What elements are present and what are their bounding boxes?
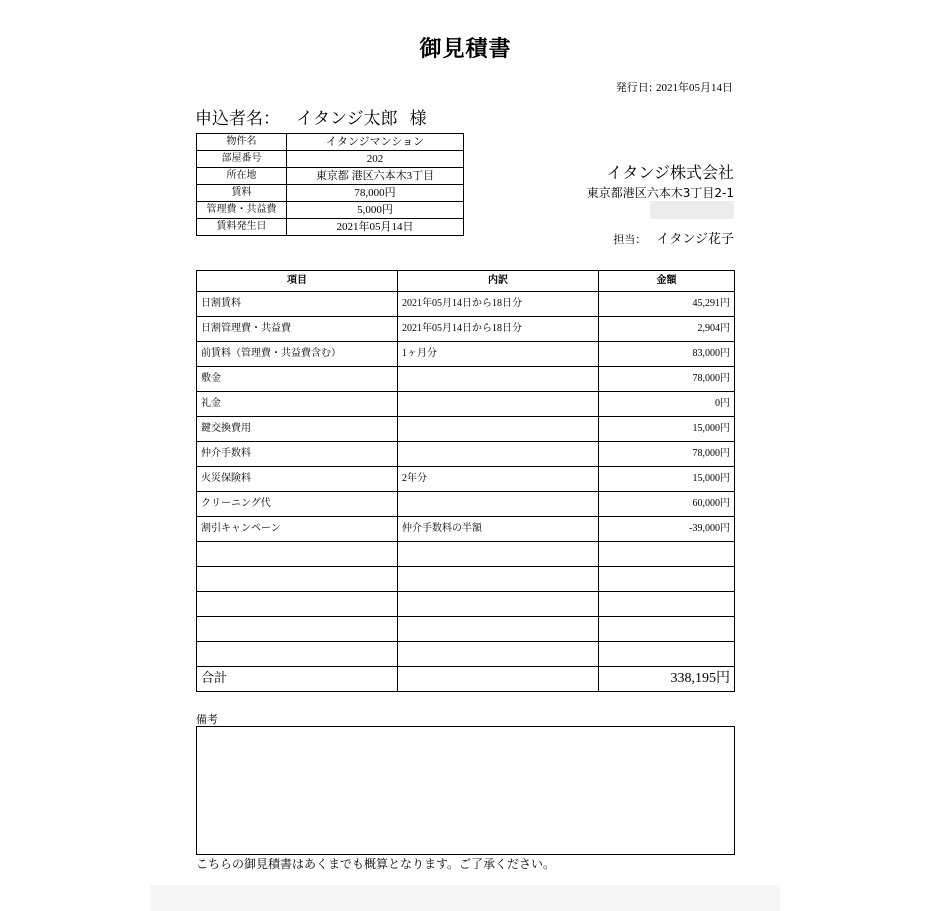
applicant-label: 申込者名：	[195, 109, 280, 129]
property-key: 所在地	[197, 168, 287, 185]
estimate-table	[196, 270, 735, 692]
estimate-row	[197, 517, 735, 542]
estimate-header-row	[197, 271, 735, 292]
header-detail: 内訳	[398, 271, 599, 292]
row-amount: -39,000円	[599, 517, 735, 542]
redacted-block	[650, 201, 734, 219]
property-row	[197, 134, 464, 151]
row-amount: 0円	[599, 392, 735, 417]
row-item: 仲介手数料	[197, 442, 398, 467]
estimate-row	[197, 292, 735, 317]
row-detail	[398, 492, 599, 517]
row-item: 礼金	[197, 392, 398, 417]
row-detail: 仲介手数料の半額	[398, 517, 599, 542]
applicant-line	[195, 104, 427, 129]
property-value: 78,000円	[287, 185, 464, 202]
property-key: 賃料発生日	[197, 219, 287, 236]
row-item	[197, 592, 398, 617]
row-detail	[398, 642, 599, 667]
company-address: 東京都港区六本木3丁目2-1	[586, 186, 734, 200]
row-detail	[398, 542, 599, 567]
row-detail: 2年分	[398, 467, 599, 492]
person-label: 担当：	[613, 233, 647, 246]
total-row	[197, 667, 735, 692]
company-name: イタンジ株式会社	[606, 163, 734, 182]
row-amount	[599, 542, 735, 567]
property-value: 5,000円	[287, 202, 464, 219]
property-key: 物件名	[197, 134, 287, 151]
row-detail: 2021年05月14日から18日分	[398, 292, 599, 317]
row-amount: 15,000円	[599, 467, 735, 492]
property-row	[197, 168, 464, 185]
property-key: 部屋番号	[197, 151, 287, 168]
property-value: 202	[287, 151, 464, 168]
header-item: 項目	[197, 271, 398, 292]
row-detail: 1ヶ月分	[398, 342, 599, 367]
total-amount: 338,195円	[599, 667, 735, 692]
person-name: イタンジ花子	[656, 232, 734, 247]
row-item	[197, 567, 398, 592]
row-amount: 45,291円	[599, 292, 735, 317]
estimate-row	[197, 317, 735, 342]
estimate-row	[197, 442, 735, 467]
remarks-box	[196, 726, 735, 855]
property-value: 2021年05月14日	[287, 219, 464, 236]
row-amount: 83,000円	[599, 342, 735, 367]
row-amount: 60,000円	[599, 492, 735, 517]
property-row	[197, 151, 464, 168]
estimate-row	[197, 567, 735, 592]
row-detail: 2021年05月14日から18日分	[398, 317, 599, 342]
estimate-row	[197, 417, 735, 442]
estimate-row	[197, 642, 735, 667]
row-item: 敷金	[197, 367, 398, 392]
property-key: 賃料	[197, 185, 287, 202]
row-item: クリーニング代	[197, 492, 398, 517]
property-row	[197, 185, 464, 202]
issue-date-value: 2021年05月14日	[656, 82, 733, 94]
row-detail	[398, 617, 599, 642]
row-amount	[599, 567, 735, 592]
page-bottom-shade	[150, 885, 780, 911]
property-key: 管理費・共益費	[197, 202, 287, 219]
estimate-row	[197, 592, 735, 617]
row-item: 割引キャンペーン	[197, 517, 398, 542]
property-value: イタンジマンション	[287, 134, 464, 151]
estimate-row	[197, 467, 735, 492]
row-amount: 2,904円	[599, 317, 735, 342]
applicant-honorific: 様	[409, 109, 427, 129]
row-detail	[398, 592, 599, 617]
property-row	[197, 202, 464, 219]
estimate-row	[197, 342, 735, 367]
row-item	[197, 542, 398, 567]
property-value: 東京都 港区六本木3丁目	[287, 168, 464, 185]
property-table	[196, 133, 464, 236]
estimate-row	[197, 492, 735, 517]
row-amount: 78,000円	[599, 367, 735, 392]
row-detail	[398, 417, 599, 442]
row-item: 鍵交換費用	[197, 417, 398, 442]
issue-date-label: 発行日:	[615, 81, 653, 94]
estimate-row	[197, 617, 735, 642]
row-detail	[398, 367, 599, 392]
row-detail	[398, 442, 599, 467]
total-label: 合計	[197, 667, 398, 692]
person-in-charge	[613, 228, 734, 247]
row-item	[197, 617, 398, 642]
row-detail	[398, 567, 599, 592]
remarks-label: 備考	[196, 713, 218, 726]
row-item	[197, 642, 398, 667]
estimate-row	[197, 542, 735, 567]
footer-notice: こちらの御見積書はあくまでも概算となります。ご了承ください。	[196, 857, 556, 871]
row-item: 前賃料（管理費・共益費含む）	[197, 342, 398, 367]
row-detail	[398, 392, 599, 417]
row-amount	[599, 617, 735, 642]
row-item: 日割管理費・共益費	[197, 317, 398, 342]
applicant-name: イタンジ太郎	[296, 109, 398, 129]
estimate-row	[197, 392, 735, 417]
row-amount	[599, 642, 735, 667]
property-row	[197, 219, 464, 236]
row-item: 火災保険料	[197, 467, 398, 492]
estimate-row	[197, 367, 735, 392]
row-amount: 15,000円	[599, 417, 735, 442]
row-amount	[599, 592, 735, 617]
document-title: 御見積書	[419, 37, 512, 62]
total-detail-empty	[398, 667, 599, 692]
issue-date	[616, 79, 733, 95]
header-amount: 金額	[599, 271, 735, 292]
row-amount: 78,000円	[599, 442, 735, 467]
row-item: 日割賃料	[197, 292, 398, 317]
